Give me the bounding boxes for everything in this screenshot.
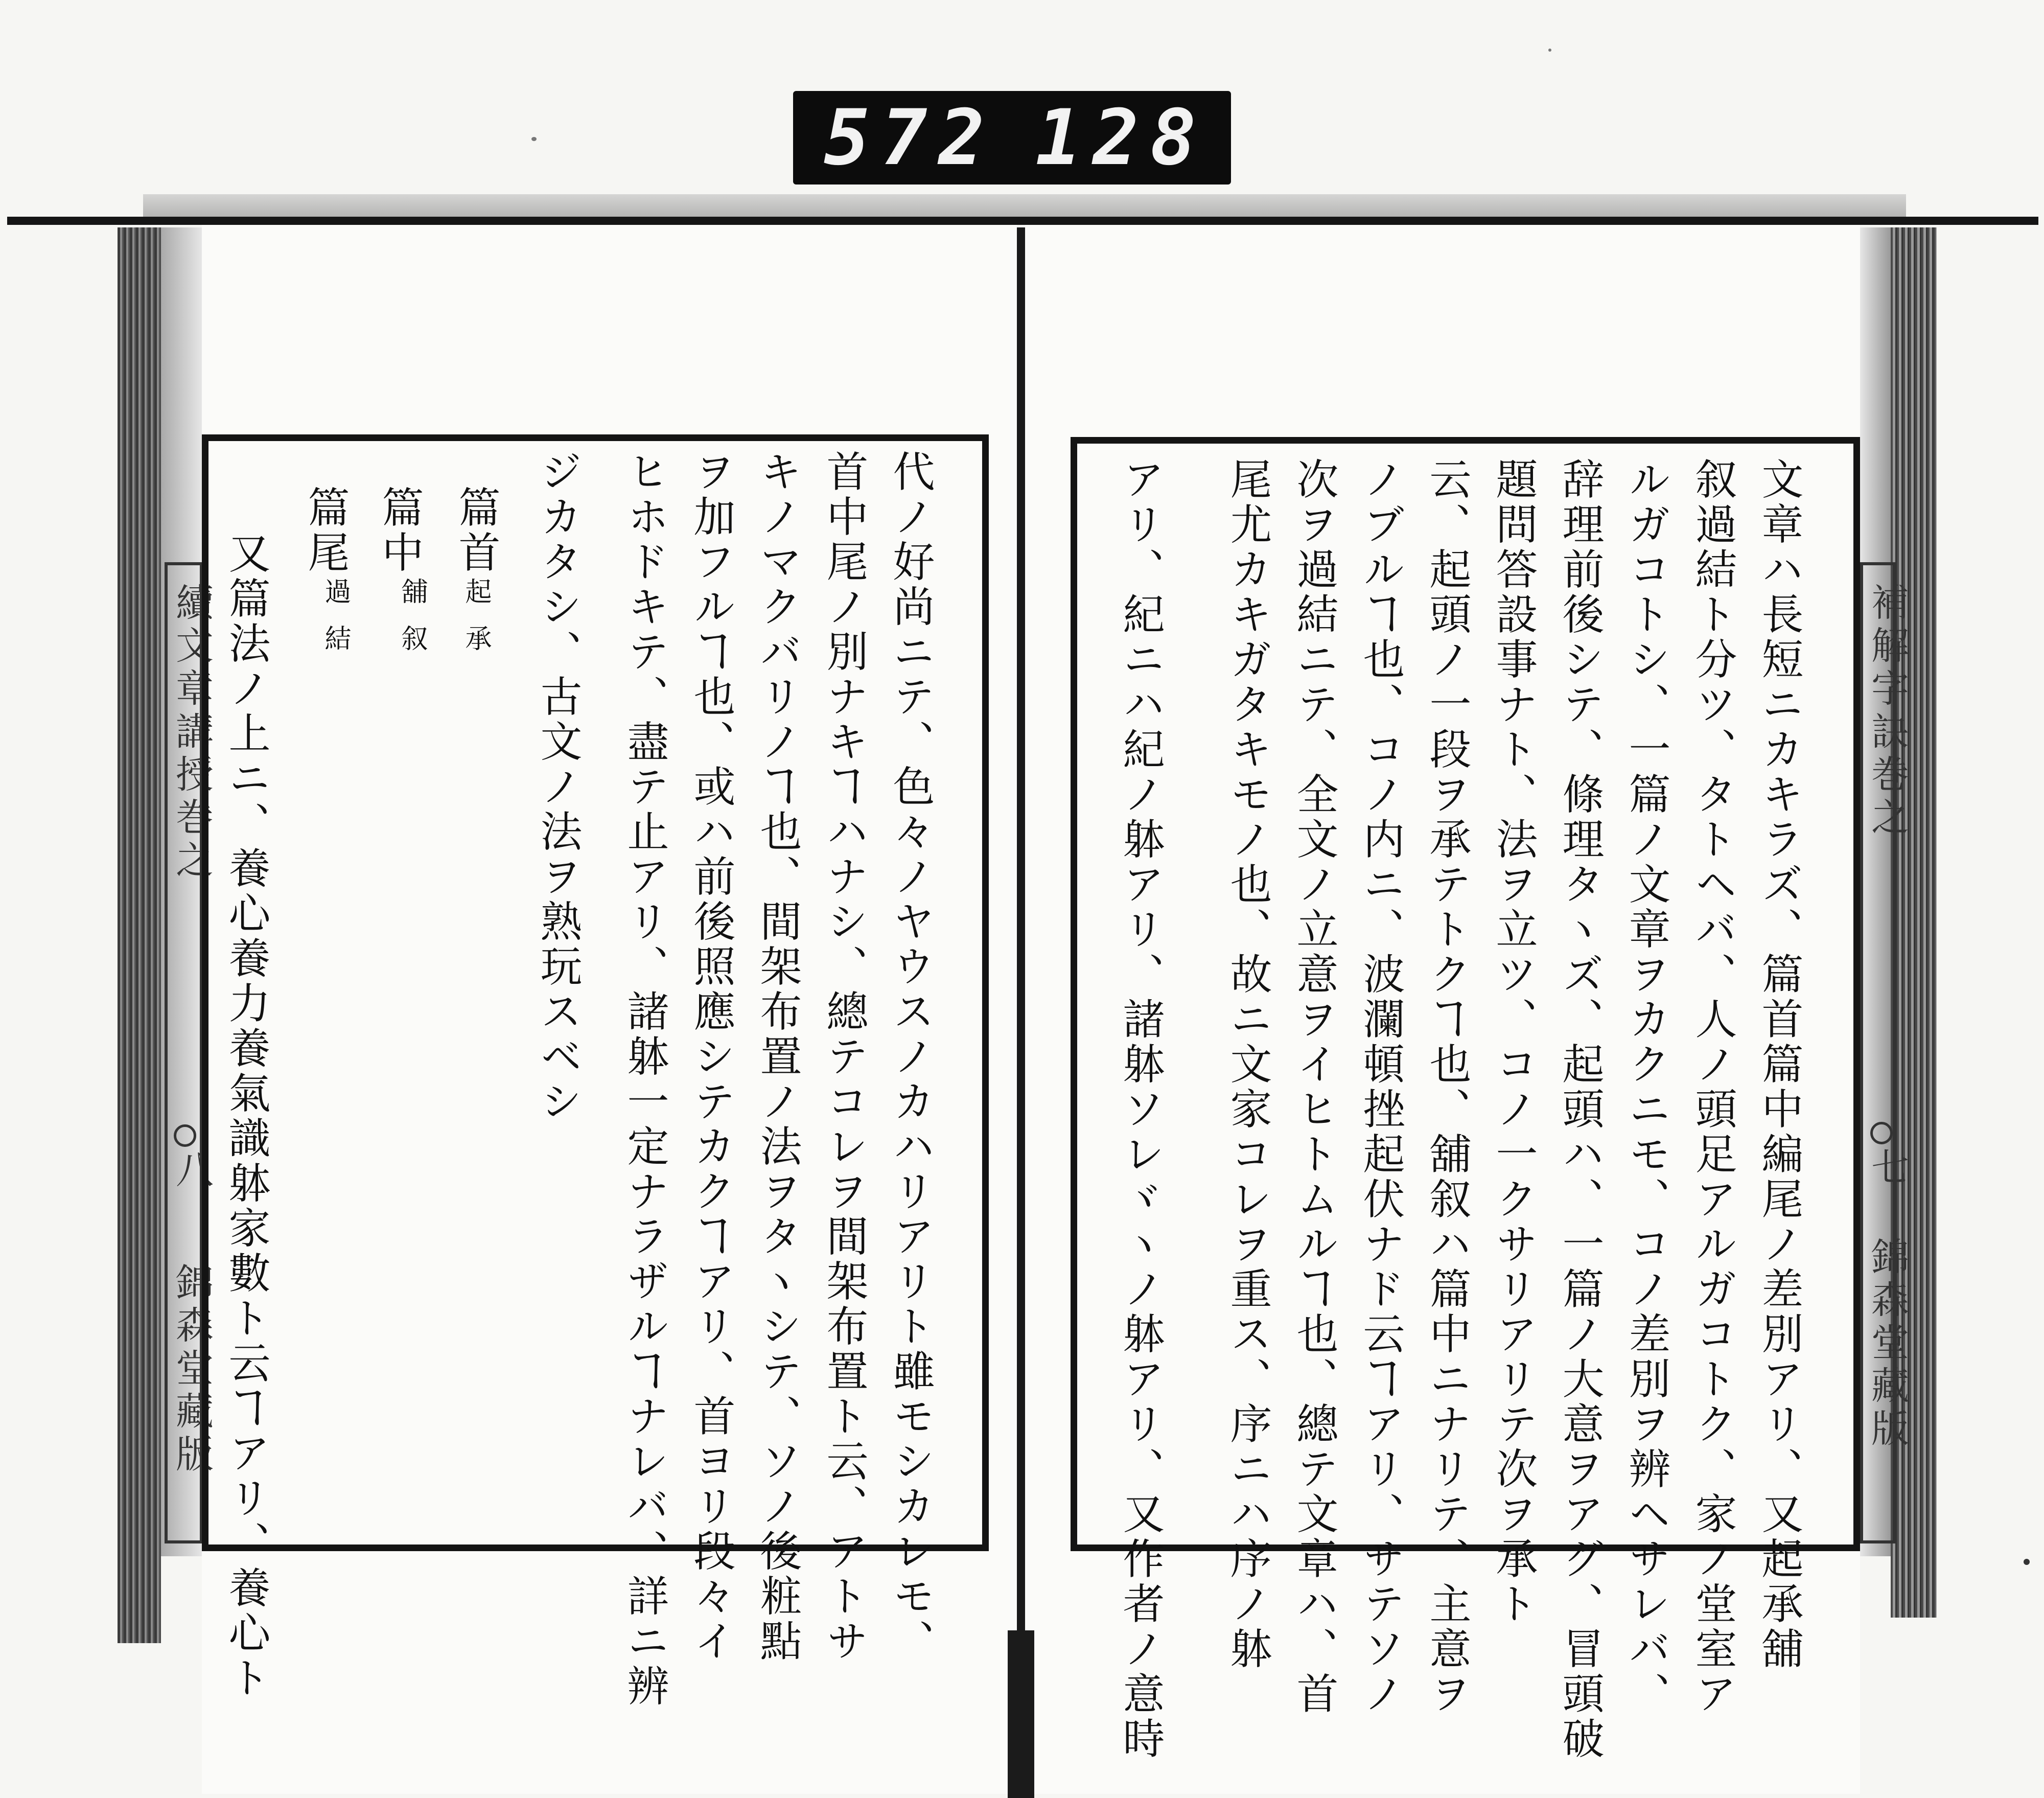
right-column-7: ノブルヿ也、コノ内ニ、波瀾頓挫起伏ナド云ヿアリ、サテソノ [1356,457,1405,1717]
left-leaf-edges [118,227,161,1643]
bookmark-tassel [1008,1630,1034,1798]
term-pian-shou-gloss: 起承 [460,578,491,672]
archive-number-right: 128 [1035,93,1207,182]
left-column-6: ジカタシ、古文ノ法ヲ熟玩スベシ [533,450,582,1124]
right-column-2: 叙過結ト分ツ、タトヘバ、人ノ頭足アルガコトク、家ノ堂室ア [1688,457,1737,1717]
left-column-last: 又篇法ノ上ニ、養心養力養氣識躰家數ト云ヿアリ、養心ト [222,532,270,1701]
left-column-3: キノマクバリノヿ也、間架布置ノ法ヲタヽシテ、ソノ後粧點 [753,450,802,1664]
scan-speck [2024,1559,2030,1565]
left-column-5: ヒホドキテ、盡テ止アリ、諸躰一定ナラザルヿナレバ、詳ニ辨 [620,450,669,1709]
scan-speck [531,137,537,141]
left-column-4: ヲ加フルヿ也、或ハ前後照應シテカクヿアリ、首ヨリ段々イ [687,450,735,1664]
scanner-rod [7,217,2038,225]
right-hashira-page-number: 七 [1865,1147,1909,1190]
right-column-10: アリ、紀ニハ紀ノ躰アリ、諸躰ソレヾヽノ躰アリ、又作者ノ意時 [1116,457,1165,1762]
archive-number-left: 572 [824,93,996,182]
left-hashira-publisher: 錦森堂藏版 [170,1262,214,1477]
term-pian-wei: 篇尾 [301,486,350,575]
left-hashira-title: 續文章講授巻之 [170,583,214,883]
term-pian-wei-gloss: 過結 [320,578,351,672]
left-column-1: 代ノ好尚ニテ、色々ノヤウスノカハリアリト雖モシカレモ、 [886,450,935,1664]
term-pian-zhong: 篇中 [375,486,424,575]
term-pian-zhong-gloss: 舖叙 [397,578,427,672]
right-hashira-circle [1870,1122,1893,1144]
left-hashira-circle [174,1124,196,1147]
right-column-6: 云、起頭ノ一段ヲ承テトクヿ也、舖叙ハ篇中ニナリテ、主意ヲ [1423,457,1471,1717]
left-column-2: 首中尾ノ別ナキヿハナシ、總テコレヲ間架布置ト云、アトサ [820,450,868,1664]
left-hashira-page-number: 八 [170,1150,214,1193]
right-column-8: 次ヲ過結ニテ、全文ノ立意ヲイヒトムルヿ也、總テ文章ハ、首 [1290,457,1338,1717]
page-top-shadow [143,194,1906,220]
right-hashira-title: 補解字訣巻之 [1865,583,1909,840]
archive-label [793,91,1231,185]
right-column-9: 尾尤カキガタキモノ也、故ニ文家コレヲ重ス、序ニハ序ノ躰 [1223,457,1272,1672]
right-hashira-publisher: 錦森堂藏版 [1865,1237,1909,1451]
term-pian-shou: 篇首 [452,486,500,575]
scan-speck [1548,49,1551,52]
right-column-5: 題問答設事ナト、法ヲ立ツ、コノ一クサリアリテ次ヲ承ト [1489,457,1538,1627]
right-column-3: ルガコトシ、一篇ノ文章ヲカクニモ、コノ差別ヲ辨ヘサレバ、 [1622,457,1670,1717]
book-spine [1017,227,1025,1796]
right-column-4: 辞理前後シテ、條理タヽズ、起頭ハ、一篇ノ大意ヲアグ、冒頭破 [1555,457,1604,1762]
right-column-1: 文章ハ長短ニカキラズ、篇首篇中編尾ノ差別アリ、又起承舖 [1755,457,1803,1672]
